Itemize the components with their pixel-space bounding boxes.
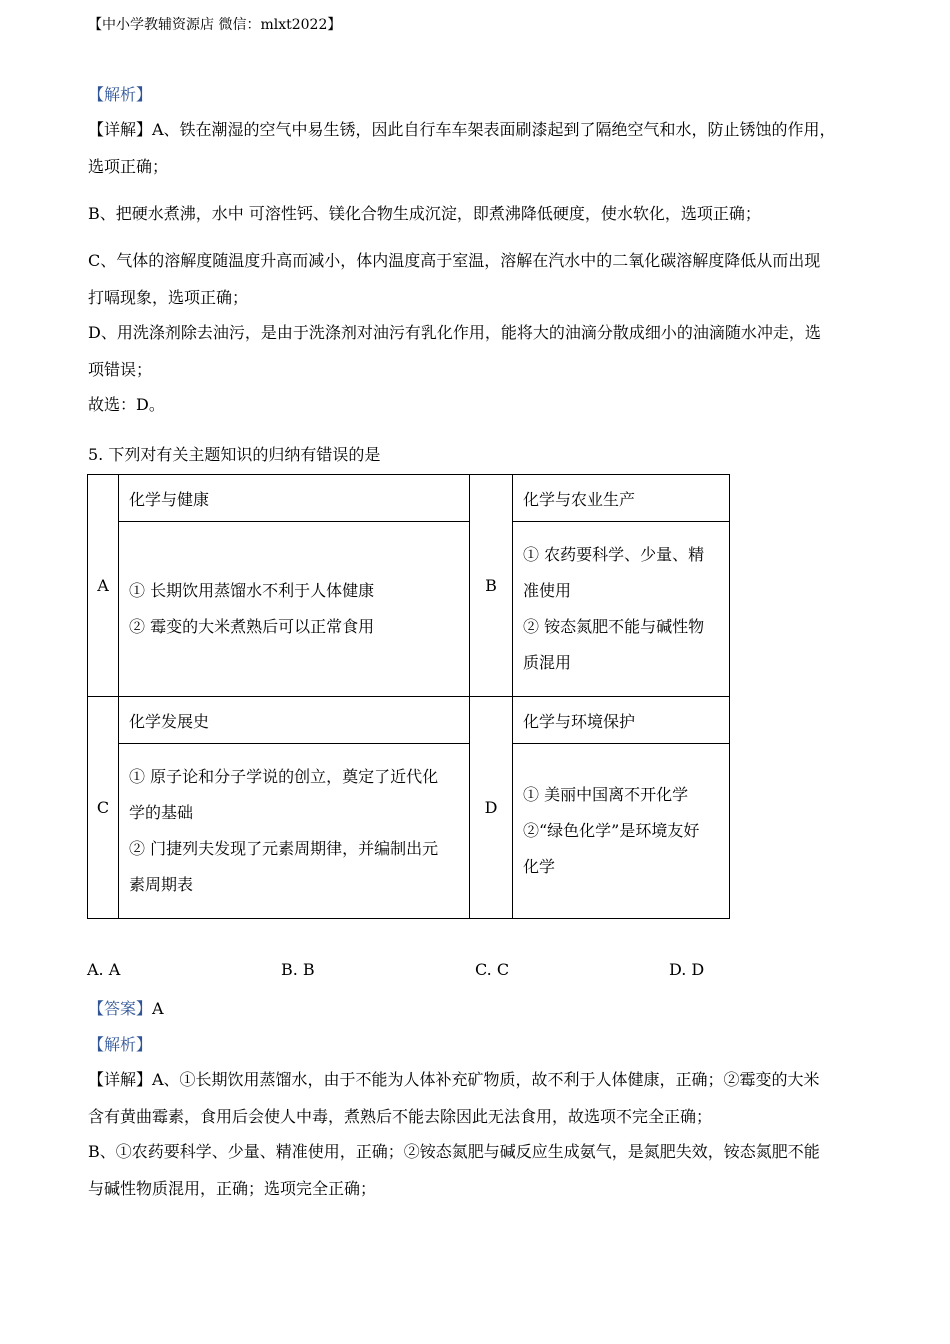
cell-title-b: 化学与农业生产 xyxy=(513,475,730,522)
cell-body-b xyxy=(513,522,730,697)
explanation-line: 含有黄曲霉素，食用后会使人中毒，煮熟后不能去除因此无法食用，故选项不完全正确； xyxy=(88,1107,713,1126)
cell-item: 准使用 xyxy=(523,581,572,600)
option-letter-d: D xyxy=(470,697,513,919)
option-letter-c: C xyxy=(88,697,119,919)
explanation-line: C、气体的溶解度随温度升高而减小，体内温度高于室温，溶解在汽水中的二氧化碳溶解度降低从而出现 xyxy=(88,251,821,270)
cell-item: ① 原子论和分子学说的创立，奠定了近代化 xyxy=(129,767,439,786)
cell-item: ② 门捷列夫发现了元素周期律，并编制出元 xyxy=(129,839,439,858)
cell-title-a: 化学与健康 xyxy=(119,475,470,522)
cell-title-c: 化学发展史 xyxy=(119,697,470,744)
question-stem: 5. 下列对有关主题知识的归纳有错误的是 xyxy=(88,445,381,464)
cell-body-c xyxy=(119,744,470,919)
cell-body-d xyxy=(513,744,730,919)
option-letter-a: A xyxy=(88,475,119,697)
answer-label: 【答案】 xyxy=(88,999,153,1018)
explanation-line: 打嗝现象，选项正确； xyxy=(88,288,249,307)
answer-line xyxy=(88,996,164,1019)
explanation-line: B、把硬水煮沸，水中 可溶性钙、镁化合物生成沉淀，即煮沸降低硬度，使水软化，选项正确； xyxy=(88,204,761,223)
explanation-line: 与碱性物质混用，正确；选项完全正确； xyxy=(88,1179,377,1198)
explanation-line: 【详解】A、①长期饮用蒸馏水，由于不能为人体补充矿物质，故不利于人体健康，正确；②霉变的大米 xyxy=(88,1070,820,1089)
cell-item: 化学 xyxy=(523,857,556,876)
option-c[interactable]: C. C xyxy=(475,960,510,979)
analysis-label: 【解析】 xyxy=(88,1035,153,1054)
explanation-line: 选项正确； xyxy=(88,157,169,176)
cell-item: ① 长期饮用蒸馏水不利于人体健康 xyxy=(129,581,375,600)
option-b[interactable]: B. B xyxy=(281,960,315,979)
cell-title-d: 化学与环境保护 xyxy=(513,697,730,744)
option-d[interactable]: D. D xyxy=(669,960,705,979)
explanation-line: B、①农药要科学、少量、精准使用，正确；②铵态氮肥与碱反应生成氨气，是氮肥失效，铵态氮肥不能 xyxy=(88,1142,820,1161)
option-letter-b: B xyxy=(470,475,513,697)
page-header: 【中小学教辅资源店 微信：mlxt2022】 xyxy=(88,17,342,33)
cell-item: ② 霉变的大米煮熟后可以正常食用 xyxy=(129,617,375,636)
cell-item: 学的基础 xyxy=(129,803,194,822)
option-a[interactable]: A. A xyxy=(87,960,121,979)
cell-item: ② 铵态氮肥不能与碱性物 xyxy=(523,617,705,636)
cell-item: ① 美丽中国离不开化学 xyxy=(523,785,689,804)
analysis-label: 【解析】 xyxy=(88,85,153,104)
cell-item: 质混用 xyxy=(523,653,572,672)
explanation-line: D、用洗涤剂除去油污，是由于洗涤剂对油污有乳化作用，能将大的油滴分散成细小的油滴随水冲走，选 xyxy=(88,323,821,342)
answer-value: A xyxy=(152,999,164,1018)
explanation-line: 【详解】A、铁在潮湿的空气中易生锈，因此自行车车架表面刷漆起到了隔绝空气和水，防止锈蚀的作用， xyxy=(88,120,836,139)
cell-item: ②“绿色化学”是环境友好 xyxy=(523,821,700,840)
cell-item: 素周期表 xyxy=(129,875,194,894)
explanation-line: 项错误； xyxy=(88,360,153,379)
explanation-line: 故选：D。 xyxy=(88,395,165,414)
cell-item: ① 农药要科学、少量、精 xyxy=(523,545,705,564)
question-table xyxy=(87,474,730,919)
cell-body-a xyxy=(119,522,470,697)
